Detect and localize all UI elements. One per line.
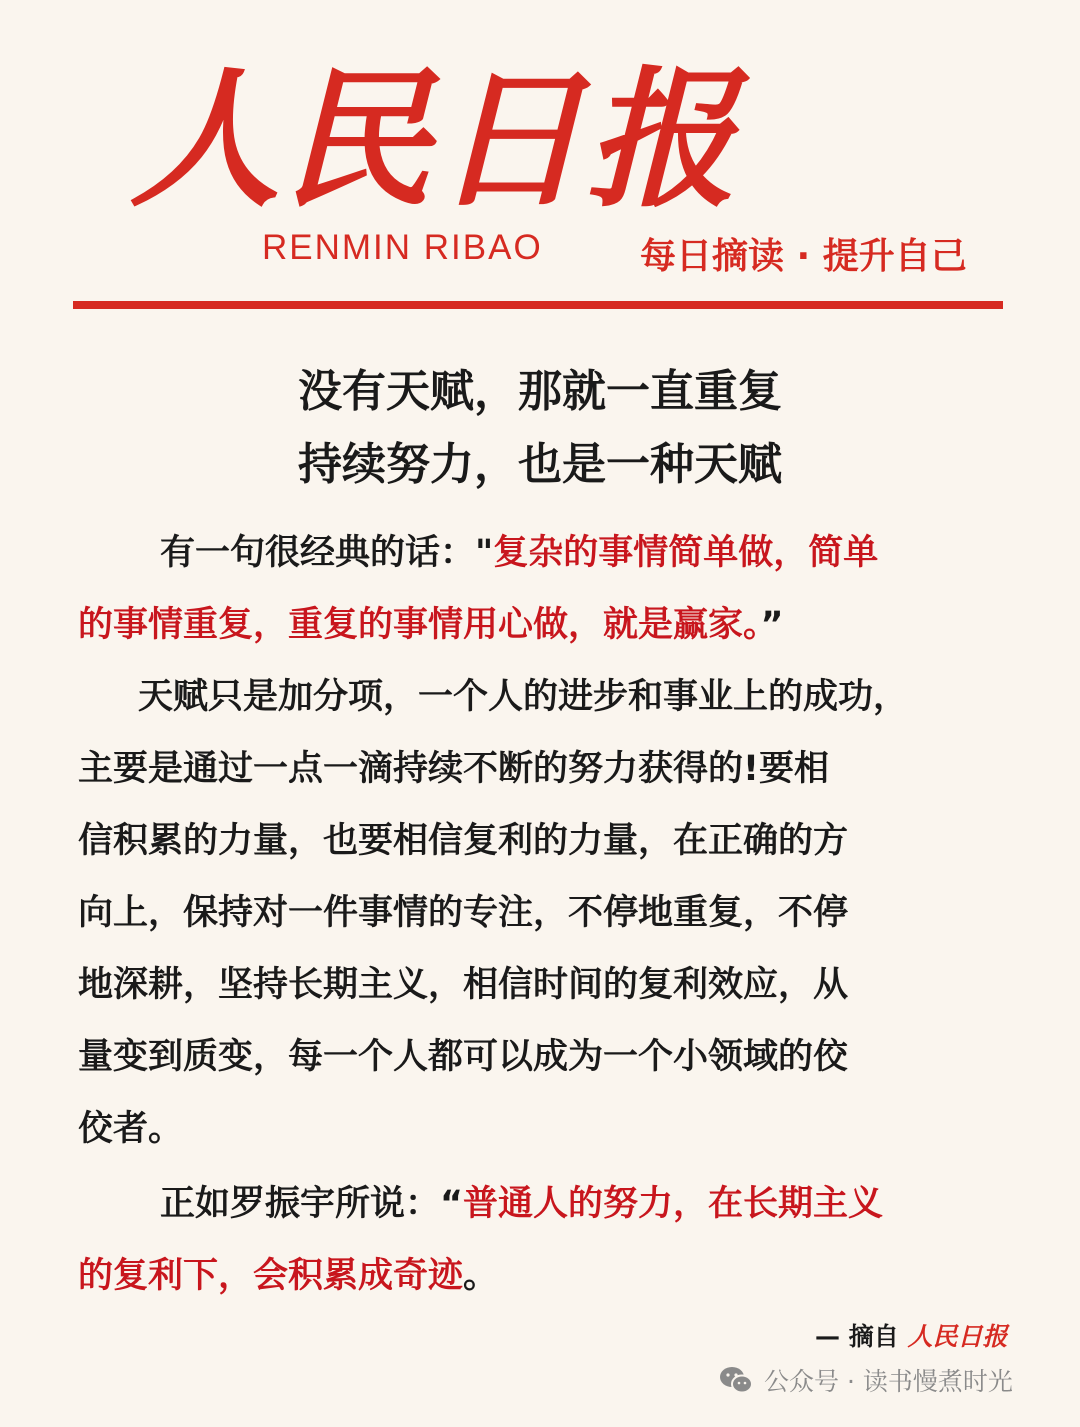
paragraph-1-intro: 有一句很经典的话：" [160, 533, 494, 573]
attribution-logo: 人民日报 [907, 1322, 1008, 1351]
paragraph-2-line-5: 地深耕，坚持长期主义，相信时间的复利效应，从 [78, 965, 849, 1005]
paragraph-1-line-1 [160, 525, 878, 575]
headline-line-2: 持续努力，也是一种天赋 [298, 439, 782, 490]
quote-2-start: 普通人的努力，在长期主义 [463, 1184, 884, 1224]
paragraph-2-line-4: 向上，保持对一件事情的专注，不停地重复，不停 [78, 893, 849, 933]
masthead-pinyin: RENMIN RIBAO [262, 228, 543, 267]
attribution-prefix: — 摘自 [815, 1322, 899, 1351]
masthead-divider [73, 301, 1003, 309]
headline-line-1: 没有天赋，那就一直重复 [298, 366, 782, 417]
wechat-icon [718, 1365, 754, 1395]
quote-1-start: 复杂的事情简单做，简单 [493, 533, 879, 573]
paragraph-2-line-6: 量变到质变，每一个人都可以成为一个小领域的佼 [78, 1037, 849, 1077]
masthead-title: 人民日报 [130, 52, 739, 228]
paragraph-2-line-2: 主要是通过一点一滴持续不断的努力获得的!要相 [78, 749, 829, 789]
attribution [815, 1317, 1007, 1353]
paragraph-2-line-3: 信积累的力量，也要相信复利的力量，在正确的方 [78, 821, 849, 861]
paragraph-3-intro: 正如罗振宇所说：“ [160, 1184, 464, 1224]
paragraph-2-line-7: 佼者。 [78, 1109, 184, 1149]
quote-1-close-mark: ” [760, 605, 784, 645]
paragraph-3-line-1 [160, 1176, 883, 1226]
quote-2-close: 。 [463, 1256, 499, 1296]
paragraph-1-line-2 [78, 597, 784, 647]
watermark-text: 公众号 · 读书慢煮时光 [764, 1367, 1013, 1396]
quote-2-end: 的复利下，会积累成奇迹 [78, 1256, 464, 1296]
paragraph-2-line-1: 天赋只是加分项，一个人的进步和事业上的成功， [138, 677, 909, 717]
paragraph-3-line-2 [78, 1248, 498, 1298]
watermark [718, 1362, 1013, 1398]
masthead-slogan: 每日摘读 · 提升自己 [640, 236, 967, 277]
quote-1-end: 的事情重复，重复的事情用心做，就是赢家。 [78, 605, 761, 645]
